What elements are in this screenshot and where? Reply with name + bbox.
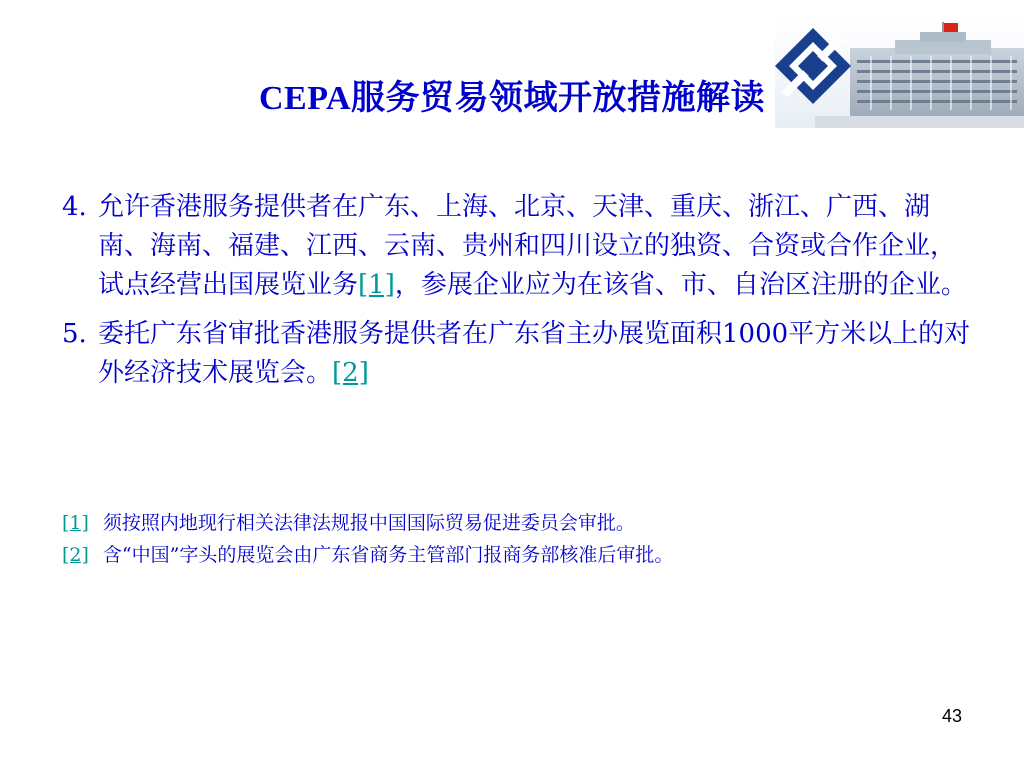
footnote-link-2[interactable]: [2] bbox=[332, 358, 369, 388]
list-item bbox=[62, 315, 972, 393]
footnote-ref-1[interactable]: [1] bbox=[62, 512, 89, 534]
page-number: 43 bbox=[941, 706, 962, 726]
item-text-main: 委托广东省审批香港服务提供者在广东省主办展览面积1000平方米以上的对外经济技术展览会。 bbox=[98, 319, 971, 388]
footnote-link-1[interactable]: [1] bbox=[358, 270, 395, 300]
page-title: CEPA服务贸易领域开放措施解读 bbox=[258, 80, 766, 117]
footnote bbox=[62, 539, 972, 571]
item-text bbox=[98, 315, 972, 393]
footnote-text: 须按照内地现行相关法律法规报中国国际贸易促进委员会审批。 bbox=[102, 512, 635, 534]
item-number: 5. bbox=[62, 319, 87, 349]
footnote bbox=[62, 507, 972, 539]
list-item bbox=[62, 188, 972, 305]
item-number: 4. bbox=[62, 192, 87, 222]
item-text-after: ，参展企业应为在该省、市、自治区注册的企业。 bbox=[394, 270, 967, 300]
item-text-main: 允许香港服务提供者在广东、上海、北京、天津、重庆、浙江、广西、湖南、海南、福建、江西、云南、贵州和四川设立的独资、合资或合作企业，试点经营出国展览业务 bbox=[98, 192, 957, 300]
content-body bbox=[62, 188, 972, 403]
footnote-ref-2[interactable]: [2] bbox=[62, 544, 89, 566]
item-text bbox=[98, 188, 972, 305]
footnotes bbox=[62, 507, 972, 571]
footnote-text: 含“中国”字头的展览会由广东省商务主管部门报商务部核准后审批。 bbox=[102, 544, 674, 566]
